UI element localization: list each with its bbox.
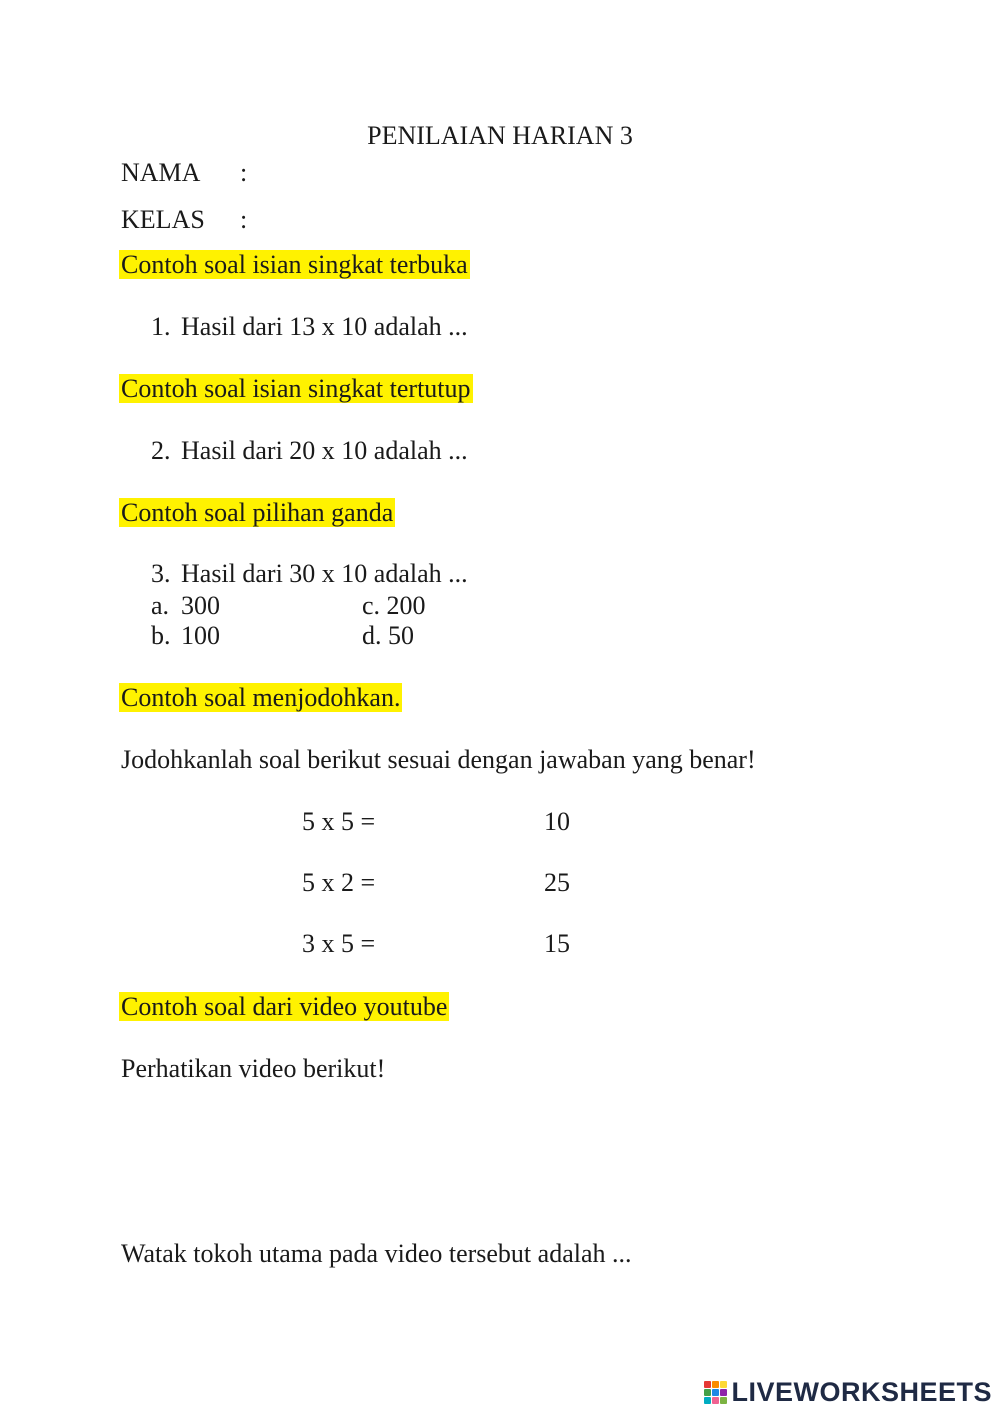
- matching-left: 5 x 5 =: [302, 807, 376, 836]
- section-heading-isian-tertutup: Contoh soal isian singkat tertutup: [121, 374, 471, 403]
- logo-tile: [712, 1381, 719, 1388]
- question-text: Hasil dari 30 x 10 adalah ...: [181, 559, 468, 588]
- option-value: 100: [181, 621, 220, 650]
- liveworksheets-logo: [704, 1375, 992, 1409]
- section-heading-pilihan-ganda: Contoh soal pilihan ganda: [121, 498, 394, 527]
- logo-grid-icon: [704, 1381, 727, 1404]
- option-value: 300: [181, 591, 220, 620]
- section-heading-video: Contoh soal dari video youtube: [121, 992, 448, 1021]
- logo-tile: [704, 1381, 711, 1388]
- nama-colon: :: [240, 158, 248, 187]
- logo-tile: [704, 1389, 711, 1396]
- logo-tile: [720, 1389, 727, 1396]
- logo-tile: [720, 1397, 727, 1404]
- video-question: Watak tokoh utama pada video tersebut adalah ...: [121, 1239, 632, 1268]
- matching-instruction: Jodohkanlah soal berikut sesuai dengan jawaban yang benar!: [121, 745, 756, 774]
- matching-right: 10: [544, 807, 570, 836]
- kelas-label: KELAS: [121, 205, 205, 234]
- option-c: c. 200: [362, 591, 426, 620]
- page-title: PENILAIAN HARIAN 3: [367, 121, 633, 150]
- question-number: 2.: [151, 436, 171, 465]
- matching-right: 15: [544, 929, 570, 958]
- video-instruction: Perhatikan video berikut!: [121, 1054, 386, 1083]
- option-d: d. 50: [362, 621, 414, 650]
- matching-right: 25: [544, 868, 570, 897]
- logo-tile: [712, 1397, 719, 1404]
- section-heading-menjodohkan: Contoh soal menjodohkan.: [121, 683, 401, 712]
- nama-label: NAMA: [121, 158, 201, 187]
- logo-tile: [712, 1389, 719, 1396]
- question-text: Hasil dari 20 x 10 adalah ...: [181, 436, 468, 465]
- option-letter: b.: [151, 621, 171, 650]
- kelas-colon: :: [240, 205, 248, 234]
- question-number: 1.: [151, 312, 171, 341]
- section-heading-isian-terbuka: Contoh soal isian singkat terbuka: [121, 250, 468, 279]
- logo-tile: [720, 1381, 727, 1388]
- question-number: 3.: [151, 559, 171, 588]
- logo-tile: [704, 1397, 711, 1404]
- question-text: Hasil dari 13 x 10 adalah ...: [181, 312, 468, 341]
- option-letter: a.: [151, 591, 170, 620]
- matching-left: 3 x 5 =: [302, 929, 376, 958]
- logo-text: LIVEWORKSHEETS: [731, 1377, 992, 1407]
- matching-left: 5 x 2 =: [302, 868, 376, 897]
